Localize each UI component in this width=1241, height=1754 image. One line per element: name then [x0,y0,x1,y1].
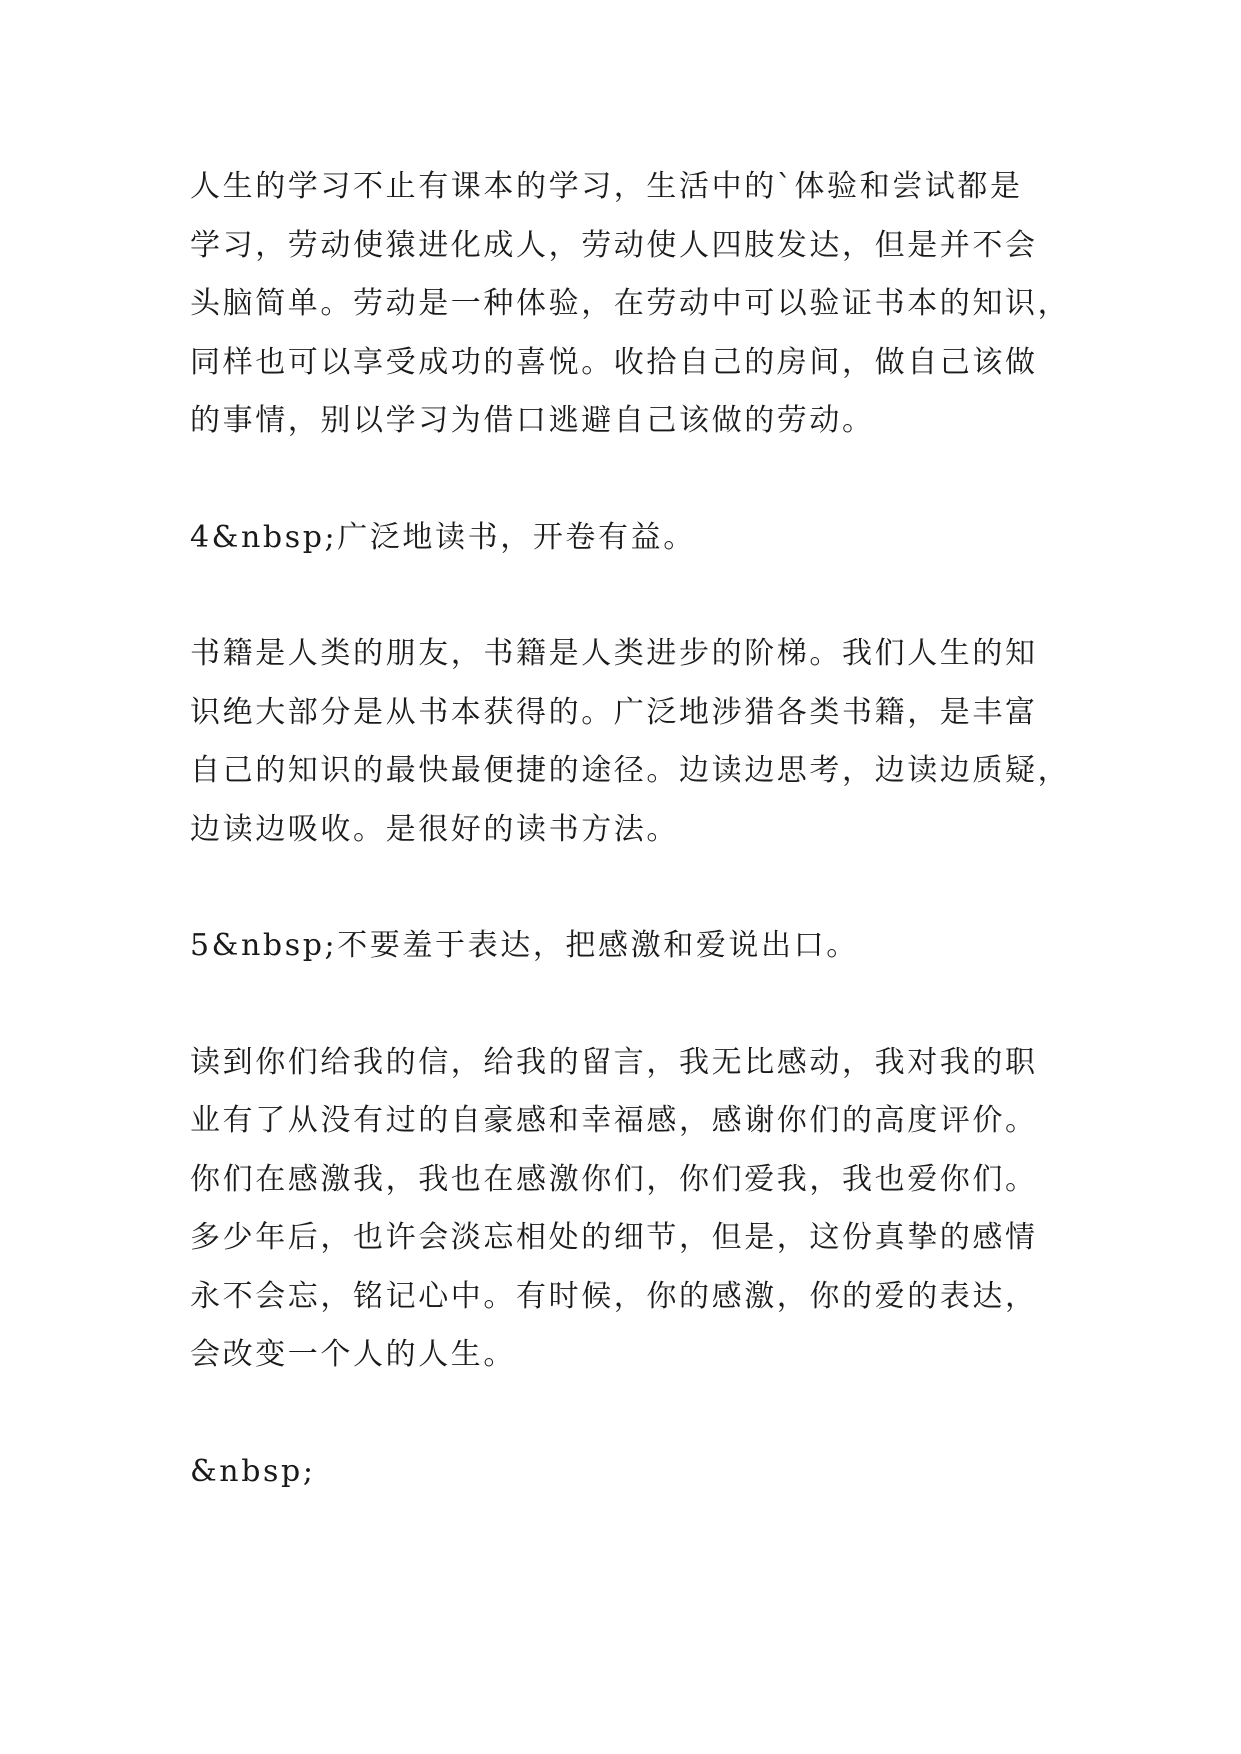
text-line: 同样也可以享受成功的喜悦。收拾自己的房间，做自己该做 [190,344,1038,380]
text-line: 你们在感激我，我也在感激你们，你们爱我，我也爱你们。 [190,1161,1038,1197]
text-line: 学习，劳动使猿进化成人，劳动使人四肢发达，但是并不会 [190,227,1038,263]
text-line: &nbsp; [190,1453,316,1489]
paragraph-gratitude [190,1034,1070,1385]
document-body [190,158,1070,1501]
text-line: 识绝大部分是从书本获得的。广泛地涉猎各类书籍，是丰富 [190,694,1038,730]
text-line: 人生的学习不止有课本的学习，生活中的`体验和尝试都是 [190,169,1023,204]
text-line: 5&nbsp;不要羞于表达，把感激和爱说出口。 [190,928,859,963]
text-line: 会改变一个人的人生。 [190,1337,516,1372]
text-line: 业有了从没有过的自豪感和幸福感，感谢你们的高度评价。 [190,1103,1038,1138]
text-line: 4&nbsp;广泛地读书，开卷有益。 [190,519,696,555]
section-heading-5 [190,917,1070,976]
paragraph-spacer [190,976,1070,1034]
text-line: 多少年后，也许会淡忘相处的细节，但是，这份真挚的感情 [190,1220,1038,1255]
text-line: 边读边吸收。是很好的读书方法。 [190,811,679,847]
paragraph-spacer [190,859,1070,917]
trailing-entity-text [190,1443,1070,1502]
paragraph-labor [190,158,1070,451]
text-line: 书籍是人类的朋友，书籍是人类进步的阶梯。我们人生的知 [190,636,1038,671]
text-line: 自己的知识的最快最便捷的途径。边读边思考，边读边质疑， [190,753,1071,788]
text-line: 永不会忘，铭记心中。有时候，你的感激，你的爱的表达， [190,1278,1038,1314]
paragraph-spacer [190,451,1070,509]
section-heading-4 [190,509,1070,568]
text-line: 的事情，别以学习为借口逃避自己该做的劳动。 [190,403,875,438]
paragraph-spacer [190,567,1070,625]
paragraph-spacer [190,1385,1070,1443]
text-line: 读到你们给我的信，给我的留言，我无比感动，我对我的职 [190,1044,1038,1080]
text-line: 头脑简单。劳动是一种体验，在劳动中可以验证书本的知识， [190,286,1071,321]
paragraph-books [190,625,1070,859]
